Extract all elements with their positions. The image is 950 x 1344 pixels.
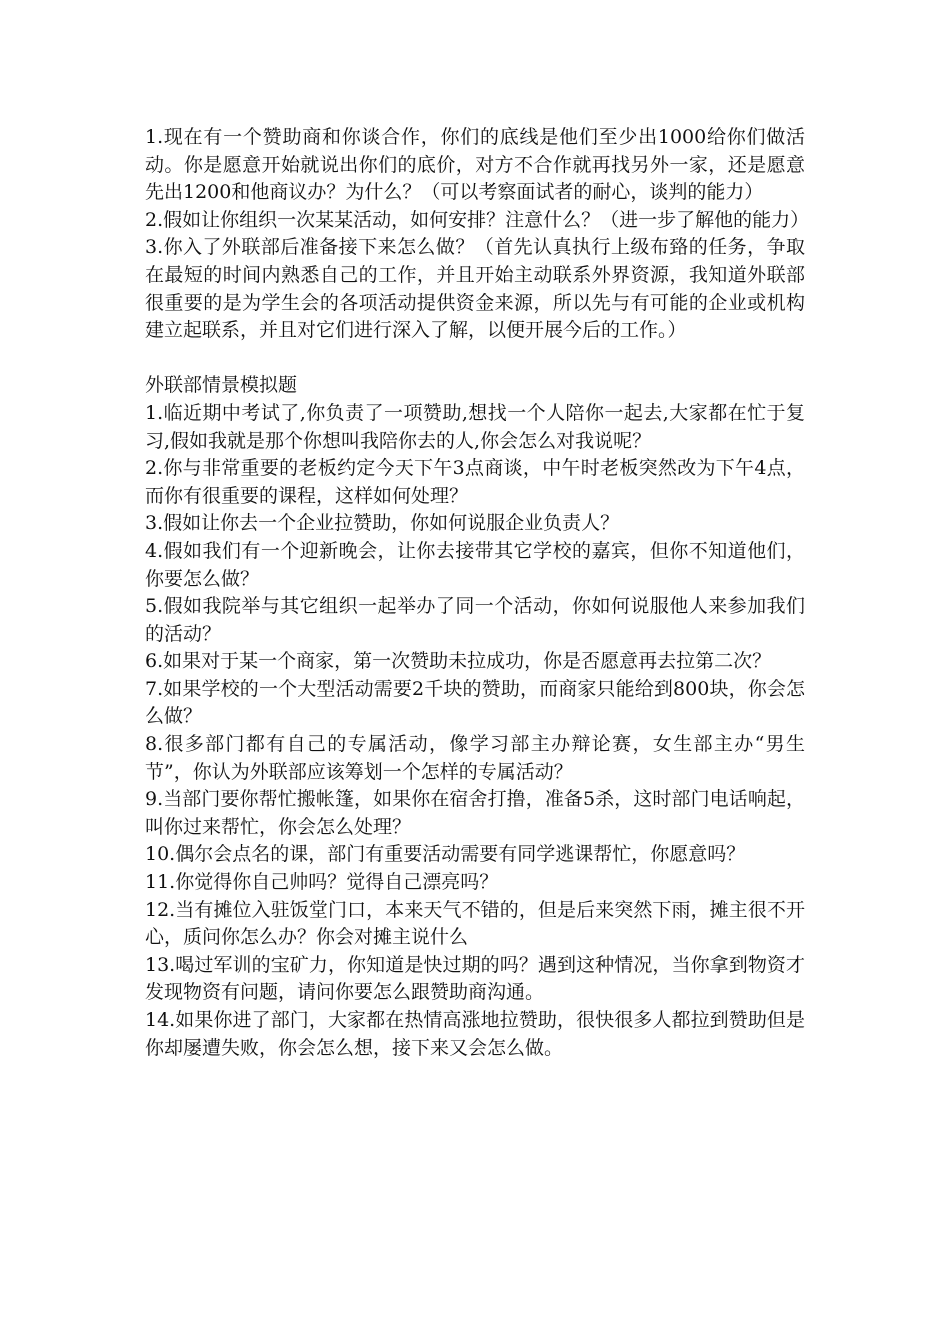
scenario-question-8: 8.很多部门都有自己的专属活动，像学习部主办辩论赛，女生部主办“男生节”，你认为外联部应该筹划一个怎样的专属活动？ (145, 733, 805, 783)
intro-question-2: 2.假如让你组织一次某某活动，如何安排？注意什么？（进一步了解他的能力） (145, 208, 810, 231)
scenario-question-9: 9.当部门要你帮忙搬帐篷，如果你在宿舍打撸，准备5杀，这时部门电话响起，叫你过来帮忙，你会怎么处理？ (145, 788, 805, 838)
document-body (145, 124, 810, 1062)
scenario-question-5: 5.假如我院举与其它组织一起举办了同一个活动，你如何说服他人来参加我们的活动？ (145, 595, 805, 645)
paragraph-spacer (145, 345, 805, 373)
scenario-question-14: 14.如果你进了部门，大家都在热情高涨地拉赞助，很快很多人都拉到赞助但是你却屡遭失败，你会怎么想，接下来又会怎么做。 (145, 1009, 805, 1059)
scenario-question-3: 3.假如让你去一个企业拉赞助，你如何说服企业负责人？ (145, 512, 620, 535)
section-title: 外联部情景模拟题 (145, 374, 298, 397)
scenario-question-1: 1.临近期中考试了,你负责了一项赞助,想找一个人陪你一起去,大家都在忙于复习,假如我就是那个你想叫我陪你去的人,你会怎么对我说呢？ (145, 401, 805, 452)
scenario-question-11: 11.你觉得你自己帅吗？觉得自己漂亮吗？ (145, 871, 499, 894)
scenario-question-10: 10.偶尔会点名的课，部门有重要活动需要有同学逃课帮忙，你愿意吗？ (145, 843, 746, 866)
scenario-question-7: 7.如果学校的一个大型活动需要2千块的赞助，而商家只能给到800块，你会怎么做？ (145, 677, 805, 728)
scenario-question-2: 2.你与非常重要的老板约定今天下午3点商谈，中午时老板突然改为下午4点，而你有很重要的课程，这样如何处理？ (145, 457, 805, 507)
intro-question-3: 3.你入了外联部后准备接下来怎么做？（首先认真执行上级布臵的任务，争取在最短的时间内熟悉自己的工作，并且开始主动联系外界资源，我知道外联部很重要的是为学生会的各项活动提供资金来源，所以先与有可能的企业或机构建立起联系，并且对它们进行深入了解，以便开展今后的工作。） (145, 236, 805, 342)
intro-question-1: 1.现在有一个赞助商和你谈合作，你们的底线是他们至少出1000给你们做活动。你是愿意开始就说出你们的底价，对方不合作就再找另外一家，还是愿意先出1200和他商议办？为什么？（可以考察面试者的耐心，谈判的能力） (145, 126, 805, 204)
scenario-question-4: 4.假如我们有一个迎新晚会，让你去接带其它学校的嘉宾，但你不知道他们，你要怎么做？ (145, 539, 805, 590)
scenario-question-13: 13.喝过军训的宝矿力，你知道是快过期的吗？遇到这种情况，当你拿到物资才发现物资有问题，请问你要怎么跟赞助商沟通。 (145, 953, 805, 1004)
scenario-question-12: 12.当有摊位入驻饭堂门口，本来天气不错的，但是后来突然下雨，摊主很不开心，质问你怎么办？你会对摊主说什么 (145, 898, 805, 949)
scenario-question-6: 6.如果对于某一个商家，第一次赞助未拉成功，你是否愿意再去拉第二次？ (145, 650, 772, 673)
